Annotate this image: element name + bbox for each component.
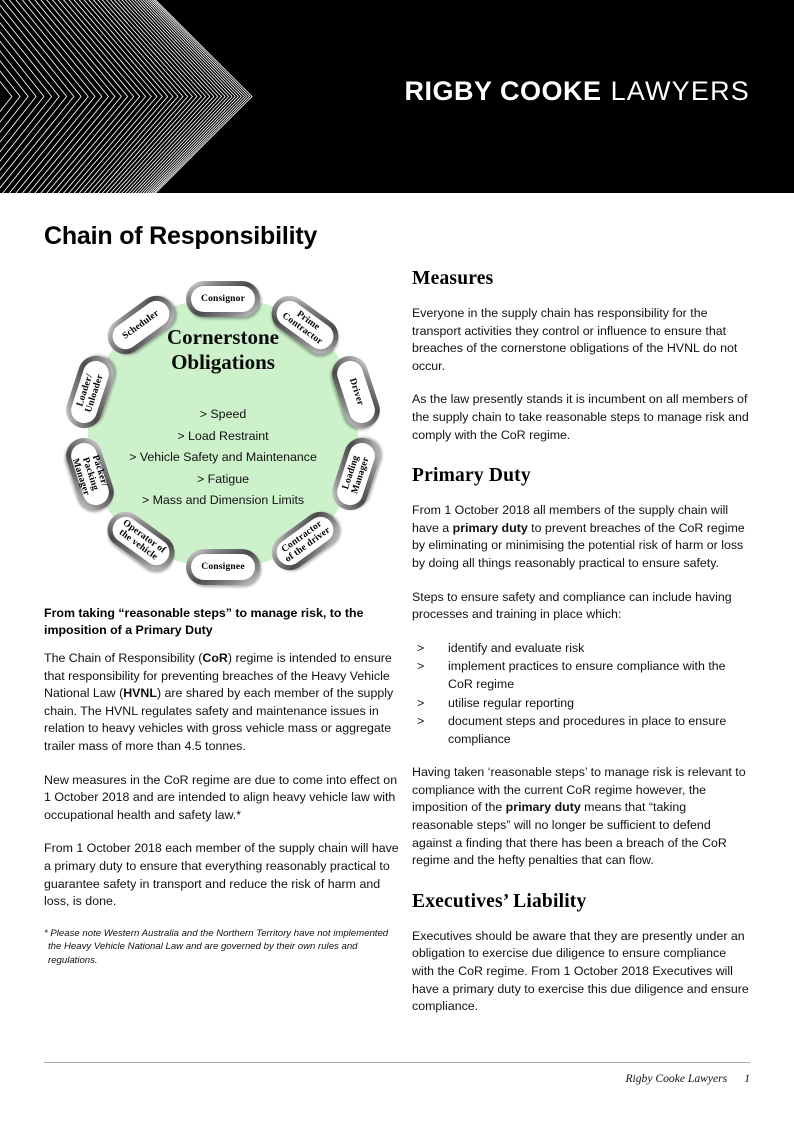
para-text: ) are shared by each member of the supply chain. The HVNL regulates safety and maintenance issues in relation to heavy vehicles with gross vehicle mass or aggregate trailer mass of more than 4.5 tonnes. (44, 686, 394, 753)
page-title: Chain of Responsibility (44, 222, 318, 250)
chain-of-responsibility-diagram (44, 269, 400, 599)
para-text: From 1 October 2018 all members of the supply chain will have a (412, 503, 729, 535)
primary-duty-paragraph-2: Steps to ensure safety and compliance can include having processes and training in place which: (412, 589, 732, 622)
new-measures-paragraph: New measures in the CoR regime are due to come into effect on 1 October 2018 and are intended to align heavy vehicle law with occupational health and safety law.* (44, 772, 398, 822)
chain-link-label: Consignee (201, 561, 245, 572)
list-item (412, 640, 750, 658)
chain-link-label: Operator of the vehicle (116, 517, 168, 563)
list-item-label: identify and evaluate risk (448, 640, 585, 655)
chain-link-label: Prime Contractor (280, 308, 326, 347)
compliance-steps-list (412, 640, 750, 749)
header-banner (0, 0, 794, 193)
document-body (0, 222, 794, 1016)
chevron-logo-artwork (0, 0, 420, 193)
chain-link-label: Driver (347, 376, 367, 407)
left-column (44, 265, 400, 968)
list-item-label: document steps and procedures in place to ensure compliance (448, 714, 727, 746)
chain-link (186, 281, 260, 317)
primary-duty-emphasis: primary duty (505, 800, 581, 815)
footer-firm-name: Rigby Cooke Lawyers (625, 1072, 728, 1085)
brand-logo (405, 76, 750, 107)
para-text: means that “taking reasonable steps” will no longer be sufficient to defend against a finding that there has been a breach of the CoR regime and the hefty penalties that can flow. (412, 800, 727, 868)
list-item (412, 713, 750, 748)
diagram-canvas (58, 277, 388, 589)
bullet-marker-icon: > (417, 659, 425, 674)
heading-executives-liability: Executives’ Liability (412, 890, 587, 912)
page-footer (44, 1062, 750, 1085)
bullet-marker-icon: > (417, 695, 425, 710)
footer-divider (44, 1062, 750, 1063)
primary-duty-paragraph-1 (412, 502, 750, 572)
cor-definition-paragraph (44, 650, 400, 756)
para-text: The Chain of Responsibility ( (44, 651, 203, 665)
heading-primary-duty: Primary Duty (412, 465, 531, 487)
list-item (412, 695, 750, 713)
brand-name-light: LAWYERS (610, 76, 750, 106)
para-text: Having taken ‘reasonable steps’ to manage risk is relevant to compliance with the current CoR regime however, the imposition of the (412, 765, 746, 815)
para-text: to prevent breaches of the CoR regime by eliminating or minimising the potential risk of harm or loss by doing all things reasonably practical to ensure safety. (412, 520, 745, 570)
measures-paragraph-2: As the law presently stands it is incumbent on all members of the supply chain to take reasonable steps to manage risk and comply with the CoR regime. (412, 392, 749, 442)
heading-measures: Measures (412, 268, 494, 289)
two-column-layout (44, 265, 750, 1016)
obligation-item: > Speed (199, 407, 247, 421)
footer-page-number: 1 (744, 1072, 750, 1085)
cornerstone-obligations-list (58, 404, 388, 512)
bullet-marker-icon: > (417, 640, 425, 655)
cor-abbr: CoR (202, 651, 228, 665)
chain-link-label: Loader/ Unloader (74, 372, 106, 414)
footer-content (44, 1072, 750, 1085)
list-item-label: utilise regular reporting (448, 695, 575, 710)
bullet-marker-icon: > (417, 714, 425, 729)
chain-link (186, 549, 260, 585)
chain-link-label: Consignor (201, 293, 245, 304)
chain-link-label: Loading Manager (340, 454, 372, 496)
reasonable-steps-paragraph (412, 764, 750, 870)
left-column-subheading: From taking “reasonable steps” to manage risk, to the imposition of a Primary Duty (44, 606, 364, 637)
obligation-item: > Mass and Dimension Limits (141, 493, 305, 507)
list-item-label: implement practices to ensure compliance with the CoR regime (448, 659, 726, 691)
obligation-item: > Vehicle Safety and Maintenance (129, 450, 317, 464)
chain-link-label: Packer/ Packing Manager (69, 454, 111, 498)
executives-liability-paragraph: Executives should be aware that they are presently under an obligation to exercise due diligence to ensure compliance with the CoR regime. From 1 October 2018 Executives will have a primary duty to exercise this due diligence and ensure compliance. (412, 928, 749, 1014)
measures-paragraph-1: Everyone in the supply chain has responsibility for the transport activities they control or influence to ensure that breaches of the cornerstone obligations of the HVNL do not occur. (412, 306, 738, 373)
para-text: ) regime is intended to ensure that responsibility for preventing breaches of the Heavy Vehicle National Law ( (44, 651, 392, 701)
primary-duty-emphasis: primary duty (452, 520, 528, 535)
obligation-item: > Fatigue (196, 471, 249, 486)
chain-link-label: Contractor of the driver (279, 518, 333, 566)
center-title-line-1: Cornerstone (167, 325, 279, 349)
primary-duty-intro-paragraph: From 1 October 2018 each member of the supply chain will have a primary duty to ensure that everything reasonably practical to guarantee safety in transport and reduce the risk of harm and loss, is done. (44, 841, 399, 909)
brand-name-bold: RIGBY COOKE (404, 76, 602, 106)
center-title-line-2: Obligations (171, 350, 275, 374)
diagram-center-title (58, 325, 388, 375)
hvnl-abbr: HVNL (123, 686, 157, 701)
chain-link-label: Scheduler (120, 307, 161, 342)
right-column (400, 265, 750, 1016)
list-item (412, 658, 750, 693)
obligation-item: > Load Restraint (177, 428, 269, 443)
footnote-wa-nt: * Please note Western Australia and the Northern Territory have not implemented the Heavy Vehicle National Law and are governed by their own rules and regulations. (44, 927, 389, 966)
